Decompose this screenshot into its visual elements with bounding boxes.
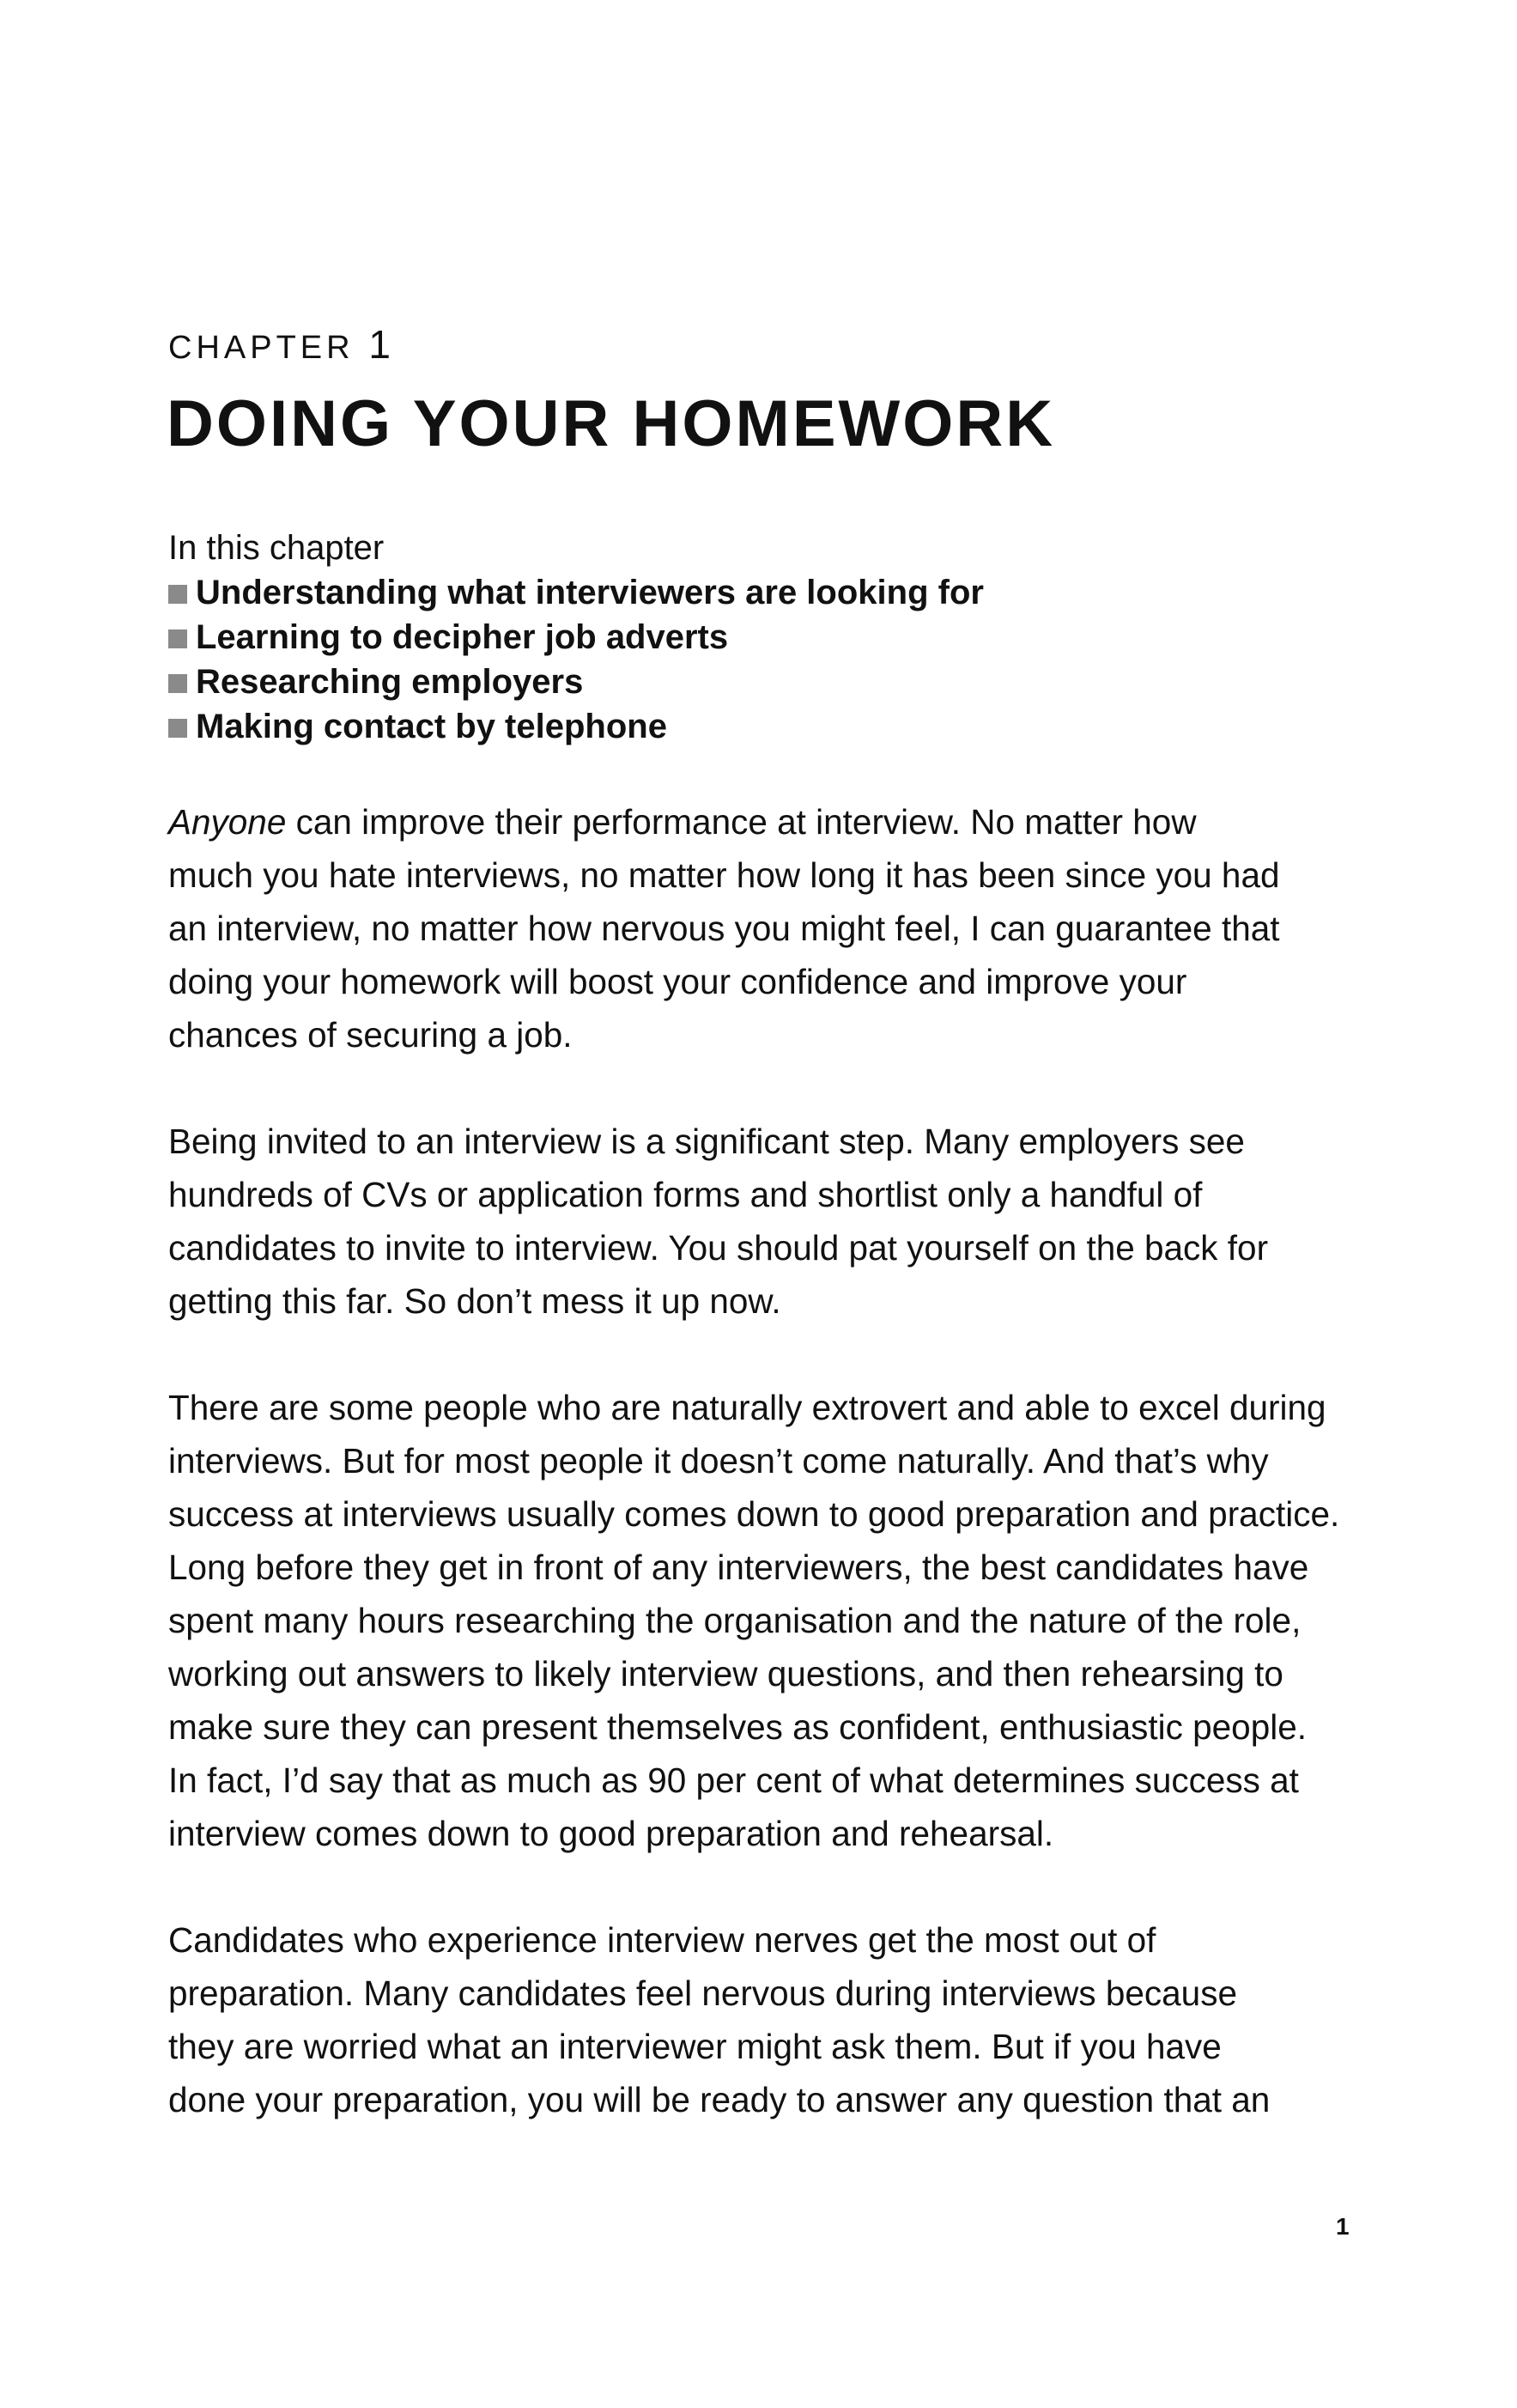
chapter-contents-item xyxy=(168,660,1370,704)
chapter-contents-item-label: Learning to decipher job adverts xyxy=(196,618,729,656)
paragraph-line: they are worried what an interviewer might ask them. But if you have xyxy=(168,2027,1222,2066)
paragraph-line: doing your homework will boost your confidence and improve your xyxy=(168,962,1187,1001)
paragraph-line: done your preparation, you will be ready to answer any question that an xyxy=(168,2080,1271,2119)
square-bullet-icon xyxy=(168,585,187,604)
paragraph-line: spent many hours researching the organisation and the nature of the role, xyxy=(168,1601,1302,1640)
chapter-contents-intro: In this chapter xyxy=(168,529,385,567)
paragraph-line: make sure they can present themselves as confident, enthusiastic people. xyxy=(168,1707,1307,1747)
chapter-contents-item xyxy=(168,615,1370,660)
chapter-contents-list xyxy=(168,526,1370,749)
chapter-number: 1 xyxy=(368,322,394,367)
paragraph-line: preparation. Many candidates feel nervous during interviews because xyxy=(168,1973,1237,2013)
paragraph xyxy=(168,795,1396,1061)
paragraph-line: Long before they get in front of any interviewers, the best candidates have xyxy=(168,1548,1309,1587)
paragraph-line-text: can improve their performance at interview. No matter how xyxy=(286,802,1197,842)
chapter-contents-item-label: Understanding what interviewers are looking for xyxy=(196,574,984,611)
chapter-label-word: CHAPTER xyxy=(168,330,355,366)
paragraph-line: success at interviews usually comes down to good preparation and practice. xyxy=(168,1494,1340,1534)
square-bullet-icon xyxy=(168,719,187,738)
paragraph-line: There are some people who are naturally extrovert and able to excel during xyxy=(168,1388,1326,1427)
chapter-title: DOING YOUR HOMEWORK xyxy=(167,387,1056,460)
paragraph xyxy=(168,1381,1396,1860)
paragraph-line xyxy=(168,795,1396,848)
square-bullet-icon xyxy=(168,629,187,648)
paragraph-line: an interview, no matter how nervous you might feel, I can guarantee that xyxy=(168,909,1280,948)
chapter-contents-item-label: Researching employers xyxy=(196,663,584,701)
chapter-contents-item xyxy=(168,704,1370,749)
paragraph-line: working out answers to likely interview questions, and then rehearsing to xyxy=(168,1654,1283,1694)
paragraph xyxy=(168,1115,1396,1328)
chapter-label xyxy=(168,322,394,367)
paragraph-line: much you hate interviews, no matter how long it has been since you had xyxy=(168,855,1280,895)
paragraph-line: Candidates who experience interview nerves get the most out of xyxy=(168,1920,1156,1960)
page-number: 1 xyxy=(1336,2213,1350,2240)
chapter-contents-item-label: Making contact by telephone xyxy=(196,708,667,745)
paragraph-line: chances of securing a job. xyxy=(168,1015,573,1055)
body-text xyxy=(168,795,1396,2180)
paragraph-line: Being invited to an interview is a significant step. Many employers see xyxy=(168,1122,1245,1161)
paragraph-line: interview comes down to good preparation and rehearsal. xyxy=(168,1814,1054,1853)
paragraph-line: hundreds of CVs or application forms and shortlist only a handful of xyxy=(168,1175,1203,1214)
chapter-contents-item xyxy=(168,570,1370,615)
emphasis-word: Anyone xyxy=(168,802,287,842)
paragraph-line: candidates to invite to interview. You should pat yourself on the back for xyxy=(168,1228,1269,1268)
paragraph-line: In fact, I’d say that as much as 90 per cent of what determines success at xyxy=(168,1760,1299,1800)
paragraph-line: getting this far. So don’t mess it up now. xyxy=(168,1281,781,1321)
paragraph-line: interviews. But for most people it doesn’t come naturally. And that’s why xyxy=(168,1441,1269,1481)
paragraph xyxy=(168,1913,1396,2126)
square-bullet-icon xyxy=(168,674,187,693)
